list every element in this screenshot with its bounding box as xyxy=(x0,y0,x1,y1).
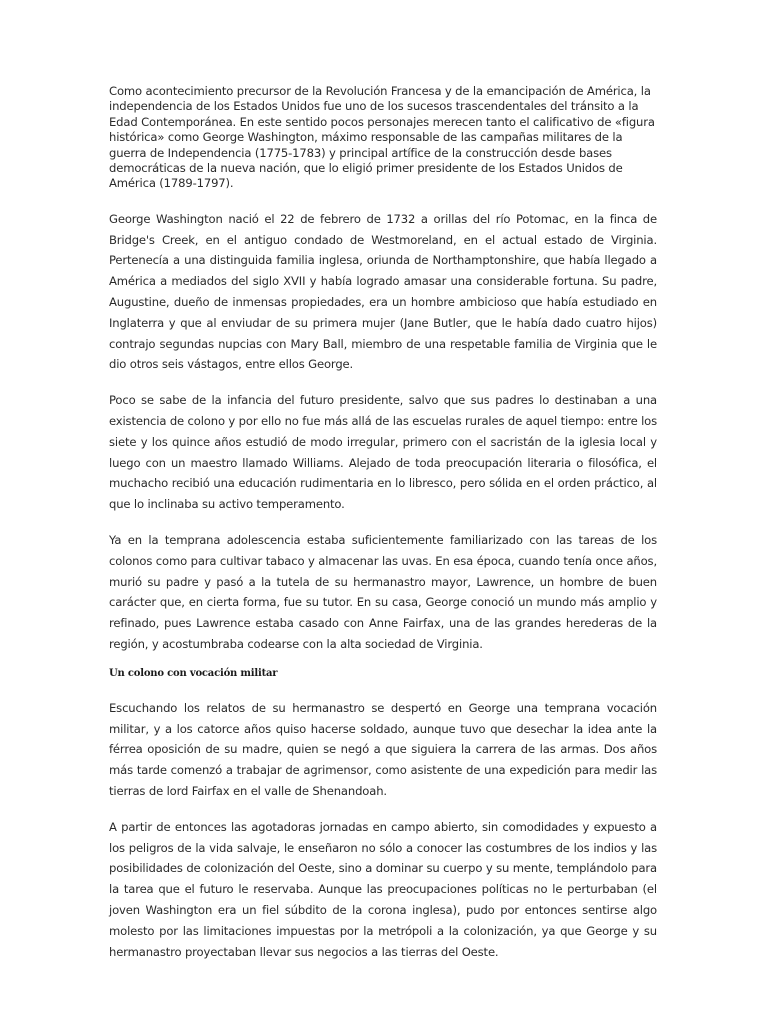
paragraph-childhood: Poco se sabe de la infancia del futuro presidente, salvo que sus padres lo destinaban a una existencia de colono y por ello no fue más allá de las escuelas rurales de aquel tiempo: entre los siete y los quince años estudió de modo irregular, primero con el sacristán de la iglesia local y luego con un maestro llamado Williams. Alejado de toda preocupación literaria o filosófica, el muchacho recibió una educación rudimentaria en lo libresco, pero sólida en el orden práctico, al que lo inclinaba su activo temperamento. xyxy=(109,393,657,512)
intro-paragraph: Como acontecimiento precursor de la Revolución Francesa y de la emancipación de América, la independencia de los Estados Unidos fue uno de los sucesos trascendentales del tránsito a la Edad Contemporánea. En este sentido pocos personajes merecen tanto el calificativo de «figura histórica» como George Washington, máximo responsable de las campañas militares de la guerra de Independencia (1775-1783) y principal artífice de la construcción desde bases democráticas de la nueva nación, que lo eligió primer presidente de los Estados Unidos de América (1789-1797). xyxy=(109,84,655,191)
paragraph-west: A partir de entonces las agotadoras jornadas en campo abierto, sin comodidades y expuesto a los peligros de la vida salvaje, le enseñaron no sólo a conocer las costumbres de los indios y las posibilidades de colonización del Oeste, sino a dominar su cuerpo y su mente, templándolo para la tarea que el futuro le reservaba. Aunque las preocupaciones políticas no le perturbaban (el joven Washington era un fiel súbdito de la corona inglesa), pudo por entonces sentirse algo molesto por las limitaciones impuestas por la metrópoli a la colonización, ya que George y su hermanastro proyectaban llevar sus negocios a las tierras del Oeste. xyxy=(109,819,657,959)
paragraph-military-vocation: Escuchando los relatos de su hermanastro se despertó en George una temprana vocación militar, y a los catorce años quiso hacerse soldado, aunque tuvo que desechar la idea ante la férrea oposición de su madre, quien se negó a que siguiera la carrera de las armas. Dos años más tarde comenzó a trabajar de agrimensor, como asistente de una expedición para medir las tierras de lord Fairfax en el valle de Shenandoah. xyxy=(109,700,657,798)
document-page xyxy=(109,84,657,962)
paragraph-adolescence: Ya en la temprana adolescencia estaba suficientemente familiarizado con las tareas de los colonos como para cultivar tabaco y almacenar las uvas. En esa época, cuando tenía once años, murió su padre y pasó a la tutela de su hermanastro mayor, Lawrence, un hombre de buen carácter que, en cierta forma, fue su tutor. En su casa, George conoció un mundo más amplio y refinado, pues Lawrence estaba casado con Anne Fairfax, una de las grandes herederas de la región, y acostumbraba codearse con la alta sociedad de Virginia. xyxy=(109,533,657,651)
section-heading: Un colono con vocación militar xyxy=(109,667,278,679)
paragraph-birth: George Washington nació el 22 de febrero de 1732 a orillas del río Potomac, en la finca de Bridge's Creek, en el antiguo condado de Westmoreland, en el actual estado de Virginia. Pertenecía a una distinguida familia inglesa, oriunda de Northamptonshire, que había llegado a América a mediados del siglo XVII y había logrado amasar una considerable fortuna. Su padre, Augustine, dueño de inmensas propiedades, era un hombre ambicioso que había estudiado en Inglaterra y que al enviudar de su primera mujer (Jane Butler, que le había dado cuatro hijos) contrajo segundas nupcias con Mary Ball, miembro de una respetable familia de Virginia que le dio otros seis vástagos, entre ellos George. xyxy=(109,211,657,372)
